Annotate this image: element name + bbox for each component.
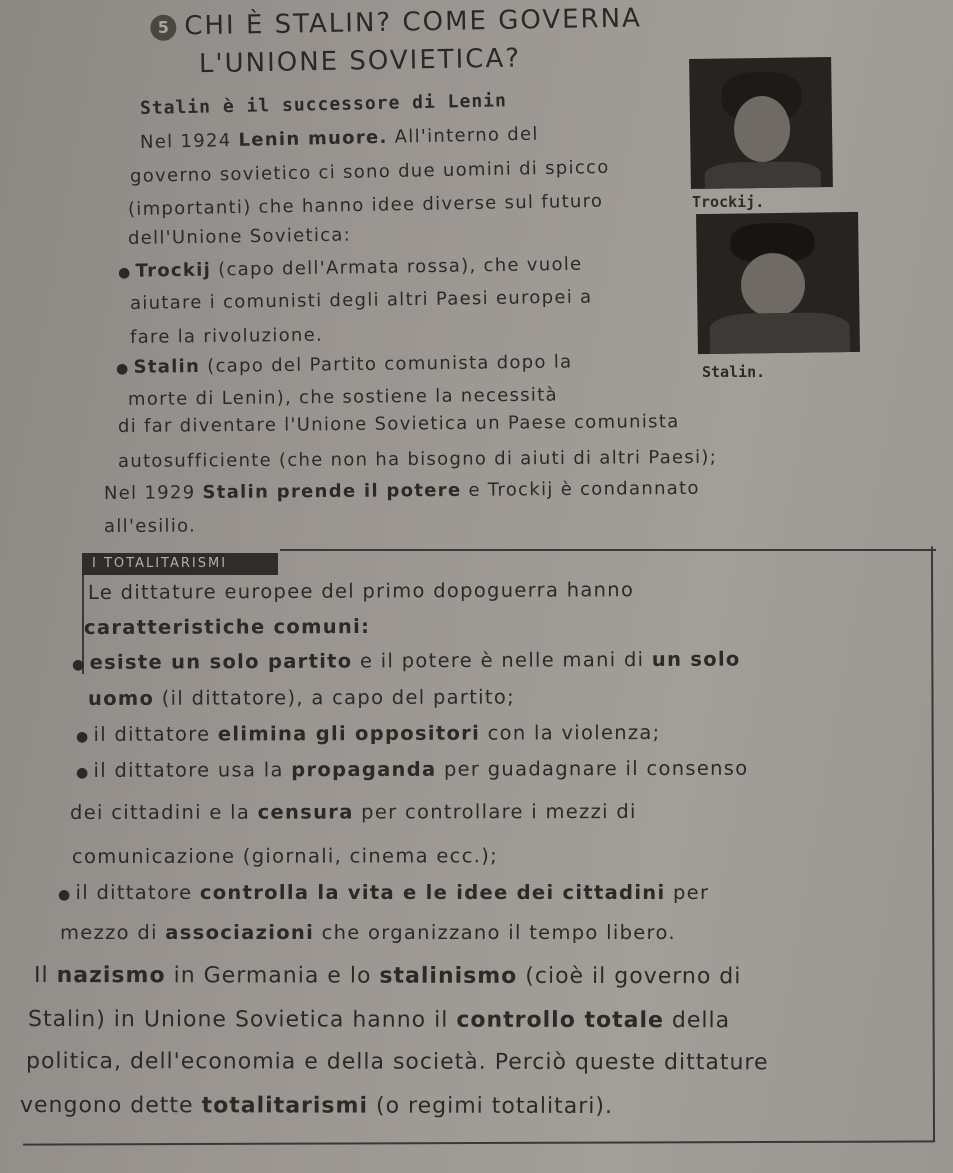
text-run: (capo del Partito comunista dopo la bbox=[200, 351, 573, 377]
title-line-2: L'UNIONE SOVIETICA? bbox=[198, 43, 522, 80]
text-run: con la violenza; bbox=[480, 720, 661, 745]
section-title bbox=[150, 0, 751, 84]
text-run: fare la rivoluzione. bbox=[129, 324, 324, 348]
text-run: autosufficiente (che non ha bisogno di aiuti di altri Paesi); bbox=[117, 446, 718, 472]
caption-trockij: Trockij. bbox=[692, 193, 765, 211]
text-run: governo sovietico ci sono due uomini di spicco bbox=[129, 156, 610, 187]
stalin-face bbox=[741, 253, 806, 318]
section-line-1 bbox=[140, 124, 539, 153]
text-run: in Germania e lo bbox=[165, 963, 380, 989]
section-line-9 bbox=[128, 384, 558, 410]
text-run: per guadagnare il consenso bbox=[436, 756, 749, 781]
text-run: (o regimi totalitari). bbox=[367, 1093, 614, 1120]
bold-text: Trockij bbox=[135, 259, 212, 282]
bold-text: stalinismo bbox=[379, 963, 518, 989]
box-line-14 bbox=[20, 1093, 613, 1119]
bullet-icon: ● bbox=[117, 264, 132, 281]
bold-text: Stalin prende il potere bbox=[202, 479, 462, 504]
section-line-7 bbox=[130, 325, 323, 348]
text-run: All'interno del bbox=[387, 123, 539, 148]
section-line-5 bbox=[118, 254, 583, 282]
bold-text: propaganda bbox=[291, 757, 437, 782]
box-line-8 bbox=[72, 844, 498, 868]
text-run: politica, dell'economia e della società. Perciò queste dittature bbox=[25, 1049, 769, 1076]
text-run: all'esilio. bbox=[103, 515, 197, 537]
section-line-8 bbox=[116, 351, 573, 378]
box-line-12 bbox=[28, 1007, 730, 1033]
box-line-7 bbox=[70, 800, 637, 824]
bold-text: nazismo bbox=[56, 963, 166, 989]
text-run: mezzo di bbox=[60, 921, 166, 944]
text-run: dell'Unione Sovietica: bbox=[127, 224, 352, 249]
bold-text: controllo totale bbox=[456, 1007, 664, 1034]
section-line-2 bbox=[130, 157, 610, 187]
box-line-5 bbox=[76, 721, 661, 746]
bold-text: esiste un solo partito bbox=[89, 649, 353, 674]
bold-text: elimina gli oppositori bbox=[217, 721, 481, 746]
box-top-border bbox=[280, 549, 936, 551]
trockij-coat bbox=[705, 161, 822, 189]
bullet-icon: ● bbox=[71, 656, 86, 673]
bullet-icon: ● bbox=[75, 764, 90, 781]
bullet-icon: ● bbox=[75, 728, 90, 745]
text-run: Nel 1924 bbox=[139, 129, 239, 153]
section-line-10 bbox=[118, 411, 680, 437]
text-run: comunicazione (giornali, cinema ecc.); bbox=[71, 844, 499, 868]
bold-text: censura bbox=[257, 800, 354, 824]
text-run: Il bbox=[33, 963, 57, 989]
section-number-badge: 5 bbox=[150, 15, 176, 41]
section-line-13 bbox=[104, 516, 196, 537]
section-line-12 bbox=[104, 478, 700, 504]
text-run: morte di Lenin), che sostiene la necessità bbox=[127, 384, 558, 410]
text-run: il dittatore bbox=[75, 881, 200, 904]
bold-text: controlla la vita e le idee dei cittadini bbox=[199, 881, 666, 904]
text-run: della bbox=[663, 1008, 731, 1034]
text-run: il dittatore bbox=[93, 722, 218, 746]
stalin-coat bbox=[709, 312, 850, 354]
section-line-3 bbox=[128, 191, 604, 220]
bullet-icon: ● bbox=[115, 360, 130, 377]
box-line-6 bbox=[76, 757, 749, 782]
text-run: (il dittatore), a capo del partito; bbox=[154, 685, 515, 710]
box-line-10 bbox=[60, 921, 676, 944]
box-line-4 bbox=[88, 686, 515, 710]
bullet-icon: ● bbox=[58, 887, 72, 903]
subtitle bbox=[140, 90, 507, 119]
box-tag: I TOTALITARISMI bbox=[82, 553, 278, 575]
bold-text: caratteristiche comuni: bbox=[83, 615, 371, 639]
text-run: e il potere è nelle mani di bbox=[352, 647, 652, 673]
text-run: che organizzano il tempo libero. bbox=[314, 921, 676, 944]
section-line-4 bbox=[128, 224, 351, 249]
bold-text: totalitarismi bbox=[201, 1093, 369, 1119]
text-run: il dittatore usa la bbox=[93, 758, 292, 782]
text-run: (capo dell'Armata rossa), che vuole bbox=[210, 253, 583, 281]
bold-text: associazioni bbox=[165, 921, 315, 944]
bold-text: Lenin muore. bbox=[238, 126, 388, 151]
text-run: Nel 1929 bbox=[103, 482, 203, 504]
text-run: di far diventare l'Unione Sovietica un Paese comunista bbox=[117, 411, 680, 437]
box-line-13 bbox=[26, 1049, 769, 1075]
text-run: Stalin) in Unione Sovietica hanno il bbox=[27, 1007, 457, 1033]
bold-text: uomo bbox=[87, 686, 155, 710]
caption-stalin: Stalin. bbox=[702, 363, 766, 381]
text-run: vengono dette bbox=[19, 1093, 202, 1119]
stalin-photo bbox=[696, 212, 860, 354]
text-run: e Trockij è condannato bbox=[461, 477, 700, 501]
text-run: Le dittature europee del primo dopoguerra hanno bbox=[87, 578, 635, 604]
subtitle-text: Stalin è il successore di Lenin bbox=[139, 90, 508, 119]
box-line-11 bbox=[34, 963, 741, 989]
trockij-face bbox=[734, 96, 791, 163]
section-line-6 bbox=[130, 287, 593, 314]
box-line-2 bbox=[84, 615, 370, 639]
text-run: (importanti) che hanno idee diverse sul futuro bbox=[127, 190, 604, 220]
section-line-11 bbox=[118, 447, 717, 472]
box-line-3 bbox=[72, 647, 741, 674]
text-run: (cioè il governo di bbox=[517, 963, 742, 990]
text-run: dei cittadini e la bbox=[69, 800, 258, 824]
trockij-photo bbox=[689, 57, 833, 189]
box-line-9 bbox=[58, 881, 709, 904]
text-run: per controllare i mezzi di bbox=[353, 800, 637, 824]
bold-text: Stalin bbox=[133, 355, 201, 378]
title-line-1: CHI È STALIN? COME GOVERNA bbox=[184, 3, 643, 42]
text-run: aiutare i comunisti degli altri Paesi europei a bbox=[129, 286, 593, 314]
bold-text: un solo bbox=[651, 647, 741, 671]
box-line-1 bbox=[88, 578, 634, 604]
text-run: per bbox=[665, 881, 710, 904]
